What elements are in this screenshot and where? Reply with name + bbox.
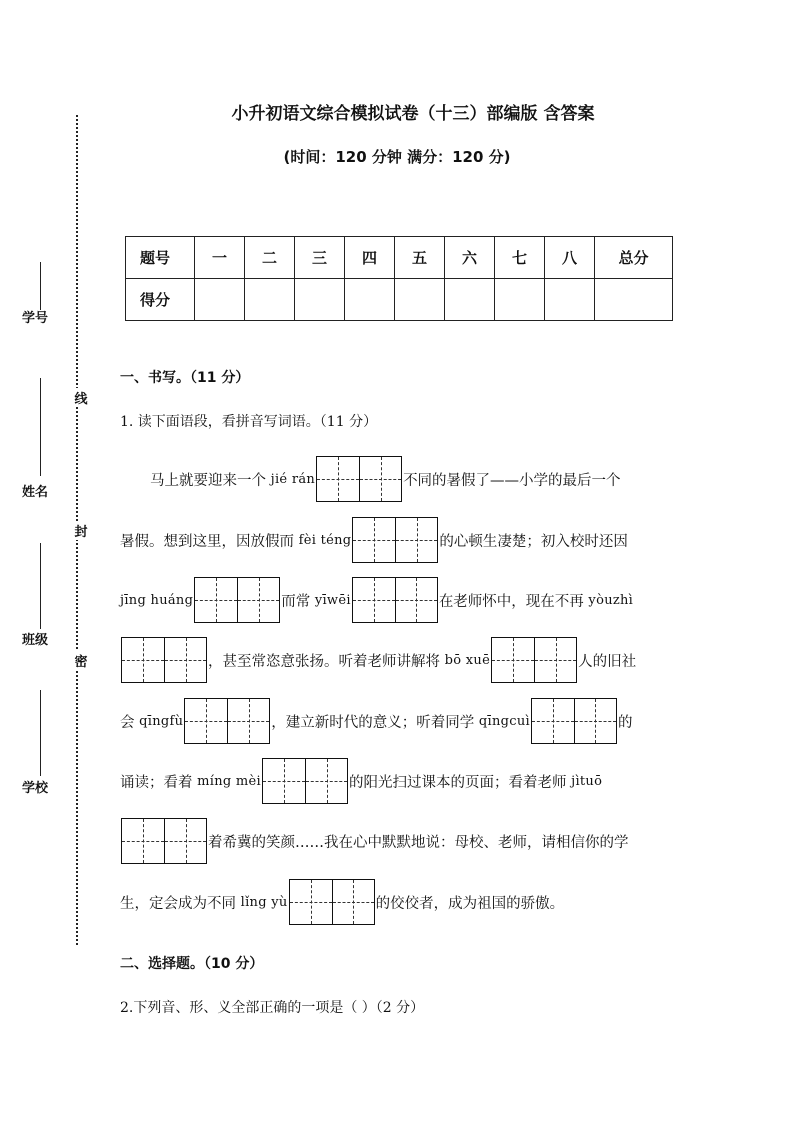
score-cell[interactable]: [245, 279, 295, 321]
tian-grid-box[interactable]: [491, 637, 577, 683]
school-label: 学校: [22, 781, 49, 796]
passage-text: 的: [617, 714, 633, 731]
pinyin-label: bō xuē: [444, 652, 491, 668]
passage-text: 而常: [281, 593, 315, 610]
tian-grid-box[interactable]: [289, 879, 375, 925]
name-label: 姓名: [22, 485, 49, 500]
question1-prompt: 1. 读下面语段，看拼音写词语。（11 分）: [120, 414, 378, 430]
tian-grid-box[interactable]: [184, 698, 270, 744]
pinyin-label: jié rán: [270, 471, 316, 487]
section1-title: 一、书写。（11 分）: [120, 370, 250, 386]
seal-char-xian: 线: [74, 388, 88, 407]
score-cell[interactable]: [345, 279, 395, 321]
pinyin-label: fèi téng: [298, 532, 352, 548]
tian-grid-box[interactable]: [352, 577, 438, 623]
col-header-7: 七: [495, 237, 545, 279]
pinyin-label: lǐng yù: [240, 894, 288, 910]
score-cell[interactable]: [295, 279, 345, 321]
passage-line-1: [120, 454, 680, 504]
score-cell[interactable]: [395, 279, 445, 321]
pinyin-label: qīngfù: [139, 713, 184, 729]
question2-prompt: 2.下列音、形、义全部正确的一项是（ ）（2 分）: [120, 1000, 425, 1016]
tian-grid-box[interactable]: [316, 456, 402, 502]
student-id-label: 学号: [22, 311, 49, 326]
passage-line-7: [120, 816, 680, 866]
col-header-8: 八: [545, 237, 595, 279]
school-blank: [40, 690, 41, 776]
col-header-1: 一: [195, 237, 245, 279]
passage-line-2: [120, 515, 680, 565]
score-cell[interactable]: [545, 279, 595, 321]
passage-text: 暑假。想到这里，因放假而: [120, 533, 299, 550]
class-label: 班级: [22, 633, 49, 648]
class-blank: [40, 543, 41, 629]
passage-text: 生，定会成为不同: [120, 895, 241, 912]
student-id-blank: [40, 262, 41, 310]
pinyin-label: jīng huáng: [120, 592, 194, 608]
col-header-3: 三: [295, 237, 345, 279]
passage-text: 会: [120, 714, 140, 731]
pinyin-label: qīngcuì: [478, 713, 530, 729]
passage-line-4: [120, 635, 680, 685]
pinyin-label: míng mèi: [197, 773, 261, 789]
tian-grid-box[interactable]: [121, 818, 207, 864]
name-blank: [40, 378, 41, 476]
passage-text: 诵读；看着: [120, 774, 198, 791]
passage-text: ，甚至常恣意张扬。听着老师讲解将: [208, 653, 445, 670]
col-header-6: 六: [445, 237, 495, 279]
col-header-5: 五: [395, 237, 445, 279]
col-header-total: 总分: [595, 237, 673, 279]
pinyin-label: yòuzhì: [588, 592, 634, 608]
exam-subtitle: (时间：120 分钟 满分：120 分): [283, 148, 511, 166]
tian-grid-box[interactable]: [194, 577, 280, 623]
passage-text: 马上就要迎来一个: [150, 472, 271, 489]
tian-grid-box[interactable]: [262, 758, 348, 804]
tian-grid-box[interactable]: [352, 517, 438, 563]
score-cell[interactable]: [195, 279, 245, 321]
col-header-4: 四: [345, 237, 395, 279]
passage-line-3: [120, 575, 680, 625]
exam-title: 小升初语文综合模拟试卷（十三）部编版 含答案: [231, 104, 595, 124]
passage-line-5: [120, 696, 680, 746]
score-table-header-row: [126, 237, 673, 279]
passage-text: 不同的暑假了——小学的最后一个: [403, 472, 621, 489]
passage-text: ，建立新时代的意义；听着同学: [271, 714, 479, 731]
score-cell[interactable]: [445, 279, 495, 321]
seal-char-feng: 封: [74, 521, 88, 540]
pinyin-label: yīwēi: [314, 592, 351, 608]
passage-line-8: [120, 877, 680, 927]
passage-text: 的心顿生凄楚；初入校时还因: [439, 533, 628, 550]
tian-grid-box[interactable]: [531, 698, 617, 744]
score-cell[interactable]: [595, 279, 673, 321]
col-header-question-no: 题号: [126, 237, 195, 279]
row-label-score: 得分: [126, 279, 195, 321]
score-table-score-row: [126, 279, 673, 321]
passage-line-6: [120, 756, 680, 806]
col-header-2: 二: [245, 237, 295, 279]
passage-text: 人的旧社: [578, 653, 637, 670]
section2-title: 二、选择题。（10 分）: [120, 956, 264, 972]
score-table: [125, 236, 673, 321]
passage-text: 的阳光扫过课本的页面；看着老师: [349, 774, 572, 791]
score-cell[interactable]: [495, 279, 545, 321]
tian-grid-box[interactable]: [121, 637, 207, 683]
passage-text: 着希冀的笑颜……我在心中默默地说：母校、老师，请相信你的学: [208, 834, 629, 851]
passage-text: 的佼佼者，成为祖国的骄傲。: [375, 895, 565, 912]
passage-text: 在老师怀中，现在不再: [438, 593, 589, 610]
seal-char-mi: 密: [74, 651, 88, 670]
pinyin-label: jìtuō: [571, 773, 603, 789]
